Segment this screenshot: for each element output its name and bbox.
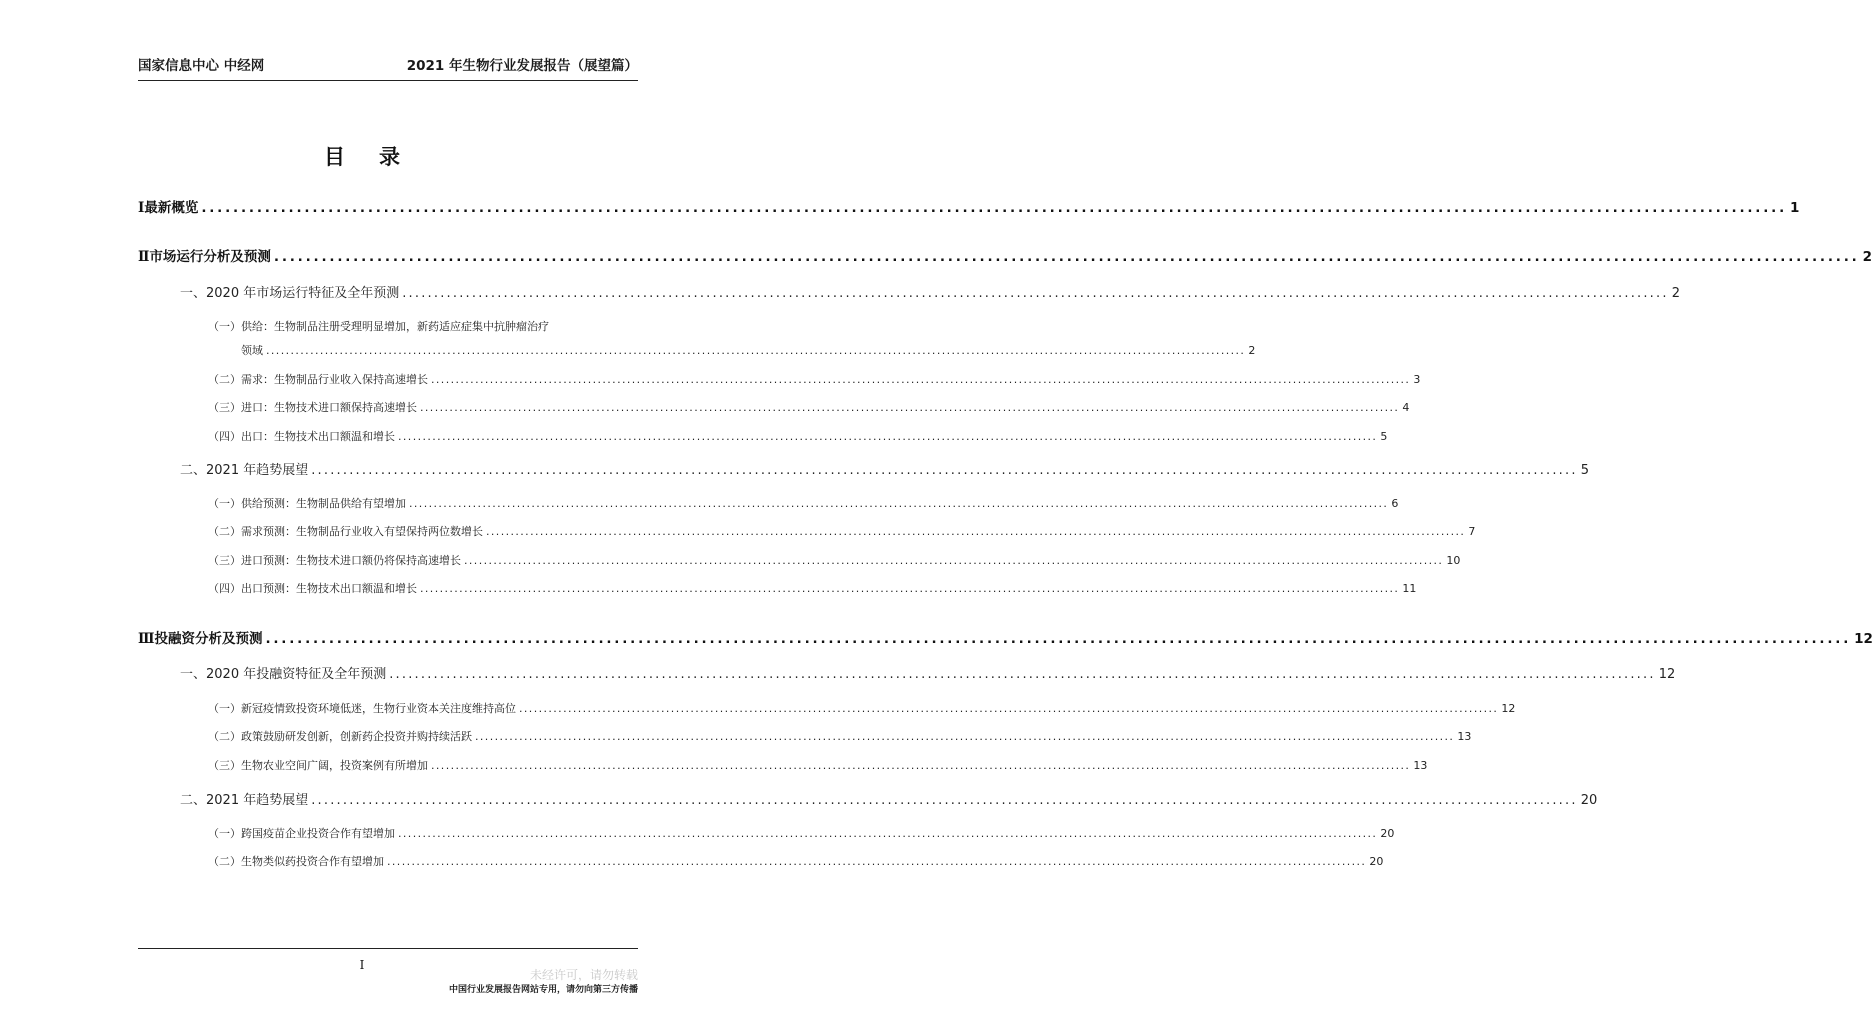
dot-leader: ........................................................................................................................................................................................................ <box>409 497 1389 510</box>
toc-entry-text: （二）需求预测：生物制品行业收入有望保持两位数增长 <box>208 525 483 538</box>
toc-entry-text: （一）供给预测：生物制品供给有望增加 <box>208 497 406 510</box>
dot-leader: ........................................................................................................................................................................................................ <box>387 855 1367 868</box>
section-number: Ⅲ <box>138 631 155 647</box>
dot-leader: ........................................................................................................................................................................................................ <box>519 702 1499 715</box>
toc-entry-s2-2-2[interactable] <box>208 523 1476 539</box>
toc-entry-s3-1-1[interactable] <box>208 700 1516 716</box>
toc-entry-s2-1[interactable] <box>180 282 1680 301</box>
dot-leader: ........................................................................................................................................................................................................ <box>420 401 1400 414</box>
toc-page-number: 20 <box>1380 827 1395 840</box>
toc-page-number: 20 <box>1580 793 1598 808</box>
dot-leader: ........................................................................................................................................................................................................ <box>266 344 1246 357</box>
toc-entry-text: 一、2020 年投融资特征及全年预测 <box>180 667 387 682</box>
page-header <box>138 54 638 81</box>
toc-entry-text: （三）进口：生物技术进口额保持高速增长 <box>208 401 417 414</box>
toc-entry-s2-1-2[interactable] <box>208 371 1421 387</box>
toc-entry-text: 二、2021 年趋势展望 <box>180 793 309 808</box>
toc-page-number: 2 <box>1862 249 1872 265</box>
footer-note: 中国行业发展报告网站专用，请勿向第三方传播 <box>448 985 638 995</box>
section-number: Ⅰ <box>138 200 145 216</box>
toc-entry-text: （三）进口预测：生物技术进口额仍将保持高速增长 <box>208 554 461 567</box>
toc-entry-text: 最新概览 <box>144 200 199 216</box>
dot-leader: ........................................................................................................................................................................................................ <box>273 249 1860 265</box>
toc-page-number: 12 <box>1658 667 1676 682</box>
toc-page-number: 4 <box>1402 401 1410 414</box>
toc-page-number: 13 <box>1413 759 1428 772</box>
dot-leader: ........................................................................................................................................................................................................ <box>201 200 1788 216</box>
toc-entry-s2[interactable] <box>138 245 1872 265</box>
toc-entry-s3-2-2[interactable] <box>208 853 1384 869</box>
toc-entry-text: （一）新冠疫情致投资环境低迷，生物行业资本关注度维持高位 <box>208 702 516 715</box>
section-number: Ⅱ <box>138 249 150 265</box>
toc-entry-text: 领域 <box>241 344 263 357</box>
toc-entry-s3-2[interactable] <box>180 789 1598 808</box>
toc-page-number: 1 <box>1790 200 1800 216</box>
toc-page-number: 5 <box>1380 430 1388 443</box>
toc-entry-s2-2-1[interactable] <box>208 495 1399 511</box>
dot-leader: ........................................................................................................................................................................................................ <box>475 730 1455 743</box>
dot-leader: ........................................................................................................................................................................................................ <box>420 582 1400 595</box>
toc-entry-text: 一、2020 年市场运行特征及全年预测 <box>180 286 400 301</box>
toc-entry-text: （四）出口预测：生物技术出口额温和增长 <box>208 582 417 595</box>
toc-entry-text: （三）生物农业空间广阔，投资案例有所增加 <box>208 759 428 772</box>
toc-page-number: 13 <box>1457 730 1472 743</box>
toc-page-number: 6 <box>1391 497 1399 510</box>
toc-entry-s2-2-3[interactable] <box>208 552 1461 568</box>
toc-entry-s3-1[interactable] <box>180 663 1676 682</box>
toc-entry-text: （二）政策鼓励研发创新，创新药企投资并购持续活跃 <box>208 730 472 743</box>
watermark-text: 未经许可，请勿转载 <box>529 968 638 982</box>
header-org: 国家信息中心 中经网 <box>138 58 265 74</box>
footer-divider <box>138 948 638 949</box>
dot-leader: ........................................................................................................................................................................................................ <box>402 286 1669 301</box>
toc-page-number: 2 <box>1248 344 1256 357</box>
dot-leader: ........................................................................................................................................................................................................ <box>398 430 1378 443</box>
toc-entry-s2-1-1-line1[interactable]: （一）供给：生物制品注册受理明显增加，新药适应症集中抗肿瘤治疗 <box>208 320 549 333</box>
dot-leader: ........................................................................................................................................................................................................ <box>311 793 1578 808</box>
toc-page-number: 11 <box>1402 582 1417 595</box>
toc-entry-text: （一）跨国疫苗企业投资合作有望增加 <box>208 827 395 840</box>
toc-entry-text: （二）需求：生物制品行业收入保持高速增长 <box>208 373 428 386</box>
toc-page-number: 12 <box>1854 631 1873 647</box>
toc-entry-s2-1-4[interactable] <box>208 428 1388 444</box>
dot-leader: ........................................................................................................................................................................................................ <box>486 525 1466 538</box>
toc-entry-s2-1-1[interactable] <box>241 342 1256 358</box>
dot-leader: ........................................................................................................................................................................................................ <box>389 667 1656 682</box>
toc-entry-s3[interactable] <box>138 627 1873 647</box>
toc-page-number: 12 <box>1501 702 1516 715</box>
toc-entry-s3-1-3[interactable] <box>208 757 1428 773</box>
toc-entry-s3-1-2[interactable] <box>208 728 1472 744</box>
toc-entry-text: 市场运行分析及预测 <box>149 249 271 265</box>
toc-page-number: 3 <box>1413 373 1421 386</box>
toc-entry-text: 投融资分析及预测 <box>154 631 263 647</box>
dot-leader: ........................................................................................................................................................................................................ <box>464 554 1444 567</box>
page-number: I <box>359 958 365 972</box>
toc-entry-s2-2-4[interactable] <box>208 580 1417 596</box>
toc-page-number: 5 <box>1580 463 1589 478</box>
toc-entry-s2-2[interactable] <box>180 459 1589 478</box>
dot-leader: ........................................................................................................................................................................................................ <box>431 373 1411 386</box>
toc-page-number: 10 <box>1446 554 1461 567</box>
toc-entry-text: （四）出口：生物技术出口额温和增长 <box>208 430 395 443</box>
toc-entry-s3-2-1[interactable] <box>208 825 1395 841</box>
toc-entry-s1[interactable] <box>138 196 1800 216</box>
header-report-title: 2021 年生物行业发展报告（展望篇） <box>406 58 638 74</box>
dot-leader: ........................................................................................................................................................................................................ <box>431 759 1411 772</box>
toc-page-number: 2 <box>1671 286 1680 301</box>
dot-leader: ........................................................................................................................................................................................................ <box>265 631 1852 647</box>
toc-entry-s2-1-3[interactable] <box>208 399 1410 415</box>
toc-title: 目录 <box>324 145 434 169</box>
toc-page-number: 20 <box>1369 855 1384 868</box>
toc-entry-text: （二）生物类似药投资合作有望增加 <box>208 855 384 868</box>
dot-leader: ........................................................................................................................................................................................................ <box>398 827 1378 840</box>
toc-entry-text: 二、2021 年趋势展望 <box>180 463 309 478</box>
toc-page-number: 7 <box>1468 525 1476 538</box>
dot-leader: ........................................................................................................................................................................................................ <box>311 463 1578 478</box>
